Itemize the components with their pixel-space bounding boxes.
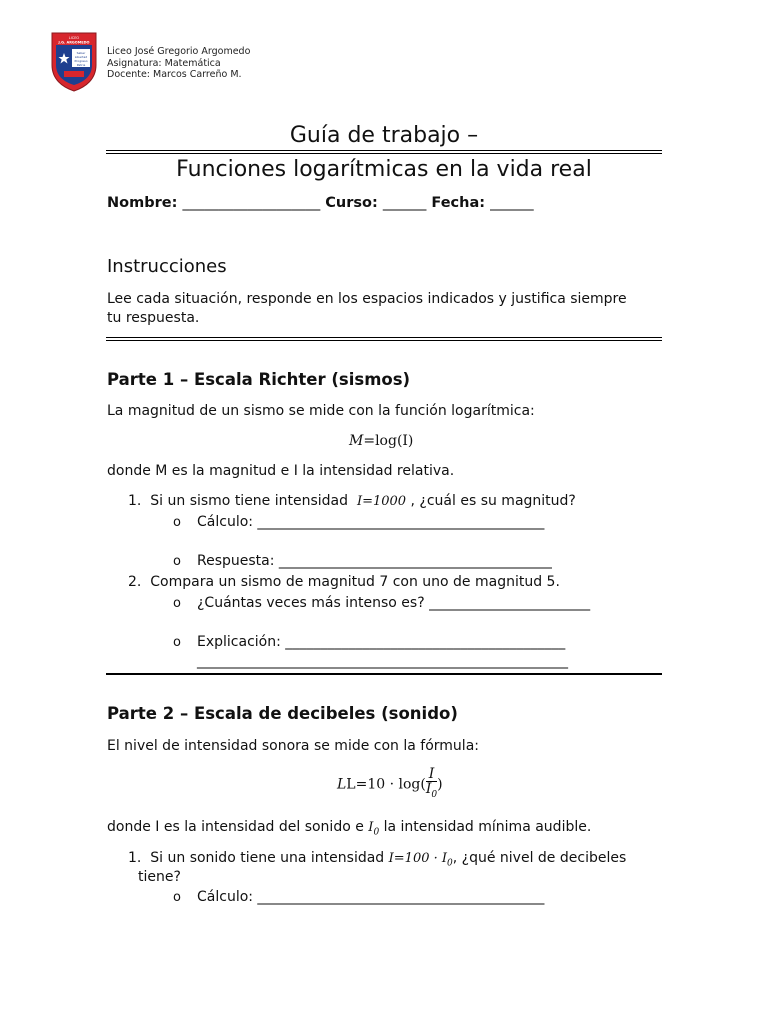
q2-expl[interactable]: Explicación: ________________________________________ xyxy=(197,634,566,650)
p2q1-text-pre: Si un sonido tiene una intensidad xyxy=(150,850,385,866)
name-label: Nombre: xyxy=(107,195,178,211)
decibel-formula-close: ) xyxy=(437,776,443,793)
logo-text-5: Progreso xyxy=(74,59,88,63)
part1-explanation: donde M es la magnitud e I la intensidad relativa. xyxy=(107,463,455,479)
p2q1-text-post: , ¿qué nivel de decibeles xyxy=(452,850,627,866)
title-block xyxy=(106,122,662,185)
student-info-line xyxy=(107,195,534,211)
course-blank[interactable]: ______ xyxy=(382,195,427,211)
part1-question-1 xyxy=(128,493,576,509)
school-info xyxy=(107,46,250,81)
part2-question-1 xyxy=(128,850,626,869)
date-blank[interactable]: ______ xyxy=(490,195,534,211)
q1-text-pre: Si un sismo tiene intensidad xyxy=(150,493,349,509)
logo-text-4: Libertad xyxy=(74,55,88,59)
q1-resp-line xyxy=(173,553,552,569)
logo-text-6: Patria xyxy=(76,63,86,67)
q2-expl-line xyxy=(173,634,565,650)
instructions-heading: Instrucciones xyxy=(107,256,227,277)
instructions-text: Lee cada situación, responde en los espacios indicados y justifica siempre tu respuesta. xyxy=(107,291,627,326)
expl-post: la intensidad mínima audible. xyxy=(383,819,592,835)
richter-formula xyxy=(349,433,413,449)
title-divider xyxy=(106,150,662,154)
subject-line: Asignatura: Matemática xyxy=(107,57,221,69)
decibel-formula-lhs: L=10 · log( xyxy=(346,776,426,793)
bullet-icon: o xyxy=(173,554,181,569)
bullet-icon: o xyxy=(173,890,181,905)
part1-intro: La magnitud de un sismo se mide con la función logarítmica: xyxy=(107,403,535,419)
q1-math: I=1000 xyxy=(356,494,407,509)
p2q1-number: 1. xyxy=(128,850,142,866)
name-blank[interactable]: ___________________ xyxy=(182,195,321,211)
teacher-line: Docente: Marcos Carreño M. xyxy=(107,69,242,80)
richter-formula-rhs: =log(I) xyxy=(363,433,414,449)
p2q1-text-cont: tiene? xyxy=(138,869,181,885)
part1-divider xyxy=(106,673,662,675)
fraction-numerator: I xyxy=(426,767,437,782)
expl-pre: donde I es la intensidad del sonido e xyxy=(107,819,364,835)
q2-text: Compara un sismo de magnitud 7 con uno de magnitud 5. xyxy=(150,574,560,590)
expl-math: $I_0$ xyxy=(368,820,380,838)
bullet-icon: o xyxy=(173,515,181,530)
date-label: Fecha: xyxy=(431,195,486,211)
part1-question-2 xyxy=(128,574,560,590)
q1-calc[interactable]: Cálculo: _________________________________________ xyxy=(197,514,545,530)
q2-expl-continuation[interactable]: _____________________________________________________ xyxy=(197,653,568,669)
q2-number: 2. xyxy=(128,574,142,590)
richter-formula-lhs: M xyxy=(349,433,364,449)
section-divider xyxy=(106,337,662,341)
fraction-denominator: $I_0$ xyxy=(425,781,438,800)
q1-text-post: , ¿cuál es su magnitud? xyxy=(410,493,576,509)
logo-text-1: LICEO xyxy=(68,36,80,40)
p2q1-calc-line xyxy=(173,889,544,905)
part2-explanation xyxy=(107,819,591,838)
page-title-line2: Funciones logarítmicas en la vida real xyxy=(176,157,592,182)
p2q1-math: $I=100 \cdot I_0$ xyxy=(388,851,453,869)
school-logo xyxy=(50,31,98,93)
q2-times-line xyxy=(173,595,590,611)
logo-text-3: Saber xyxy=(76,51,86,55)
p2q1-calc[interactable]: Cálculo: _________________________________________ xyxy=(197,889,545,905)
school-name: Liceo José Gregorio Argomedo xyxy=(107,46,251,57)
decibel-formula: LL=10 · log( $\frac{I}{I_0}$ ) xyxy=(337,766,443,800)
part1-title: Parte 1 – Escala Richter (sismos) xyxy=(107,370,411,389)
bullet-icon: o xyxy=(173,596,181,611)
part2-intro: El nivel de intensidad sonora se mide con la fórmula: xyxy=(107,738,479,754)
q1-number: 1. xyxy=(128,493,142,509)
q2-times[interactable]: ¿Cuántas veces más intenso es? _______________________ xyxy=(197,595,591,611)
bullet-icon: o xyxy=(173,635,181,650)
decibel-fraction xyxy=(426,767,437,802)
part2-title: Parte 2 – Escala de decibeles (sonido) xyxy=(107,704,458,723)
course-label: Curso: xyxy=(325,195,378,211)
q1-calc-line xyxy=(173,514,544,530)
page-title-line1: Guía de trabajo – xyxy=(289,123,479,148)
logo-text-2: J.G. ARGOMEDO xyxy=(58,40,90,45)
q1-resp[interactable]: Respuesta: _______________________________________ xyxy=(197,553,552,569)
